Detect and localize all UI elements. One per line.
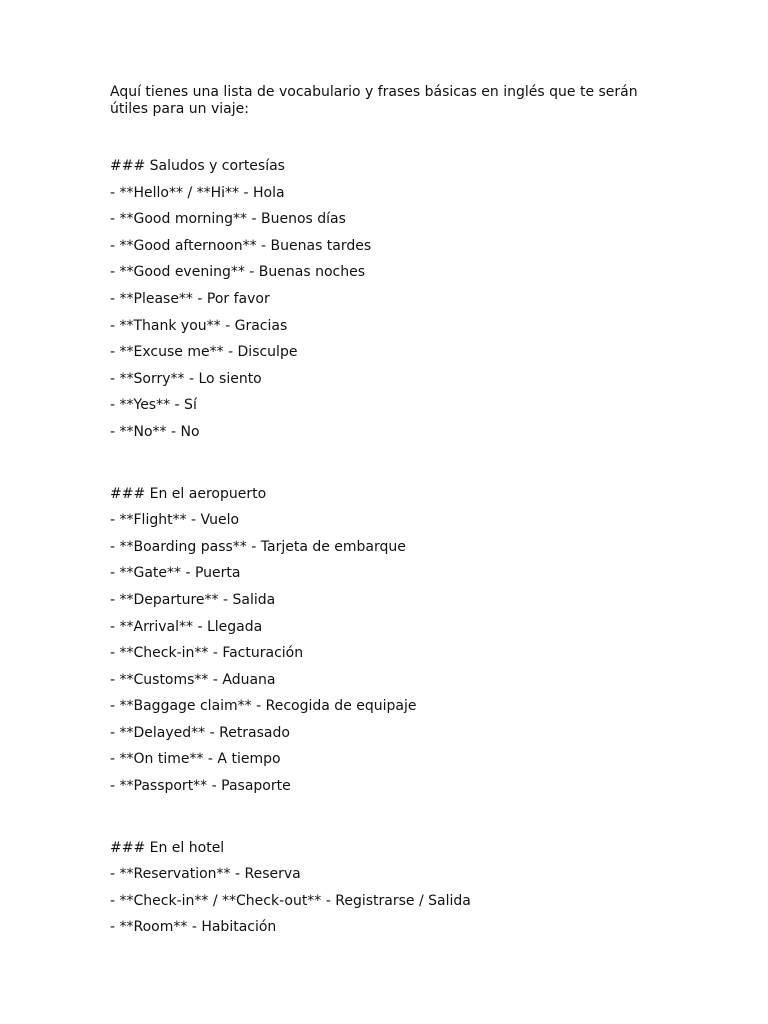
list-item: - **Delayed** - Retrasado — [110, 724, 290, 741]
list-item: - **Good morning** - Buenos días — [110, 211, 346, 228]
section-heading: ### En el hotel — [110, 839, 225, 856]
list-item: - **No** - No — [110, 423, 200, 440]
section-greetings — [110, 153, 670, 446]
section-heading: ### En el aeropuerto — [110, 485, 267, 502]
list-item: - **Baggage claim** - Recogida de equipaje — [110, 698, 417, 715]
list-item: - **Boarding pass** - Tarjeta de embarque — [110, 538, 406, 555]
list-item: - **Room** - Habitación — [110, 919, 277, 936]
section-heading: ### Saludos y cortesías — [110, 158, 285, 174]
list-item: - **Yes** - Sí — [110, 397, 197, 414]
list-item: - **Check-in** / **Check-out** - Registrarse / Salida — [110, 892, 471, 909]
list-item: - **Gate** - Puerta — [110, 565, 241, 582]
list-item: - **Good afternoon** - Buenas tardes — [110, 237, 372, 254]
list-item: - **Thank you** - Gracias — [110, 317, 288, 334]
list-item: - **Arrival** - Llegada — [110, 618, 263, 635]
list-item: - **Reservation** - Reserva — [110, 866, 301, 883]
list-item: - **Passport** - Pasaporte — [110, 778, 291, 795]
list-item: - **Please** - Por favor — [110, 290, 270, 307]
list-item: - **On time** - A tiempo — [110, 751, 281, 768]
list-item: - **Excuse me** - Disculpe — [110, 344, 298, 361]
vocabulary-list — [110, 861, 670, 941]
section-hotel — [110, 835, 670, 941]
list-item: - **Departure** - Salida — [110, 591, 276, 608]
list-item: - **Good evening** - Buenas noches — [110, 264, 366, 281]
vocabulary-list — [110, 507, 670, 800]
list-item: - **Customs** - Aduana — [110, 671, 276, 688]
vocabulary-list — [110, 180, 670, 446]
intro-paragraph: Aquí tienes una lista de vocabulario y frases básicas en inglés que te serán útiles para un viaje: — [110, 84, 638, 117]
section-airport — [110, 481, 670, 800]
list-item: - **Flight** - Vuelo — [110, 512, 240, 529]
list-item: - **Hello** / **Hi** - Hola — [110, 184, 285, 201]
list-item: - **Check-in** - Facturación — [110, 645, 304, 662]
document-page — [110, 84, 670, 941]
list-item: - **Sorry** - Lo siento — [110, 370, 262, 387]
